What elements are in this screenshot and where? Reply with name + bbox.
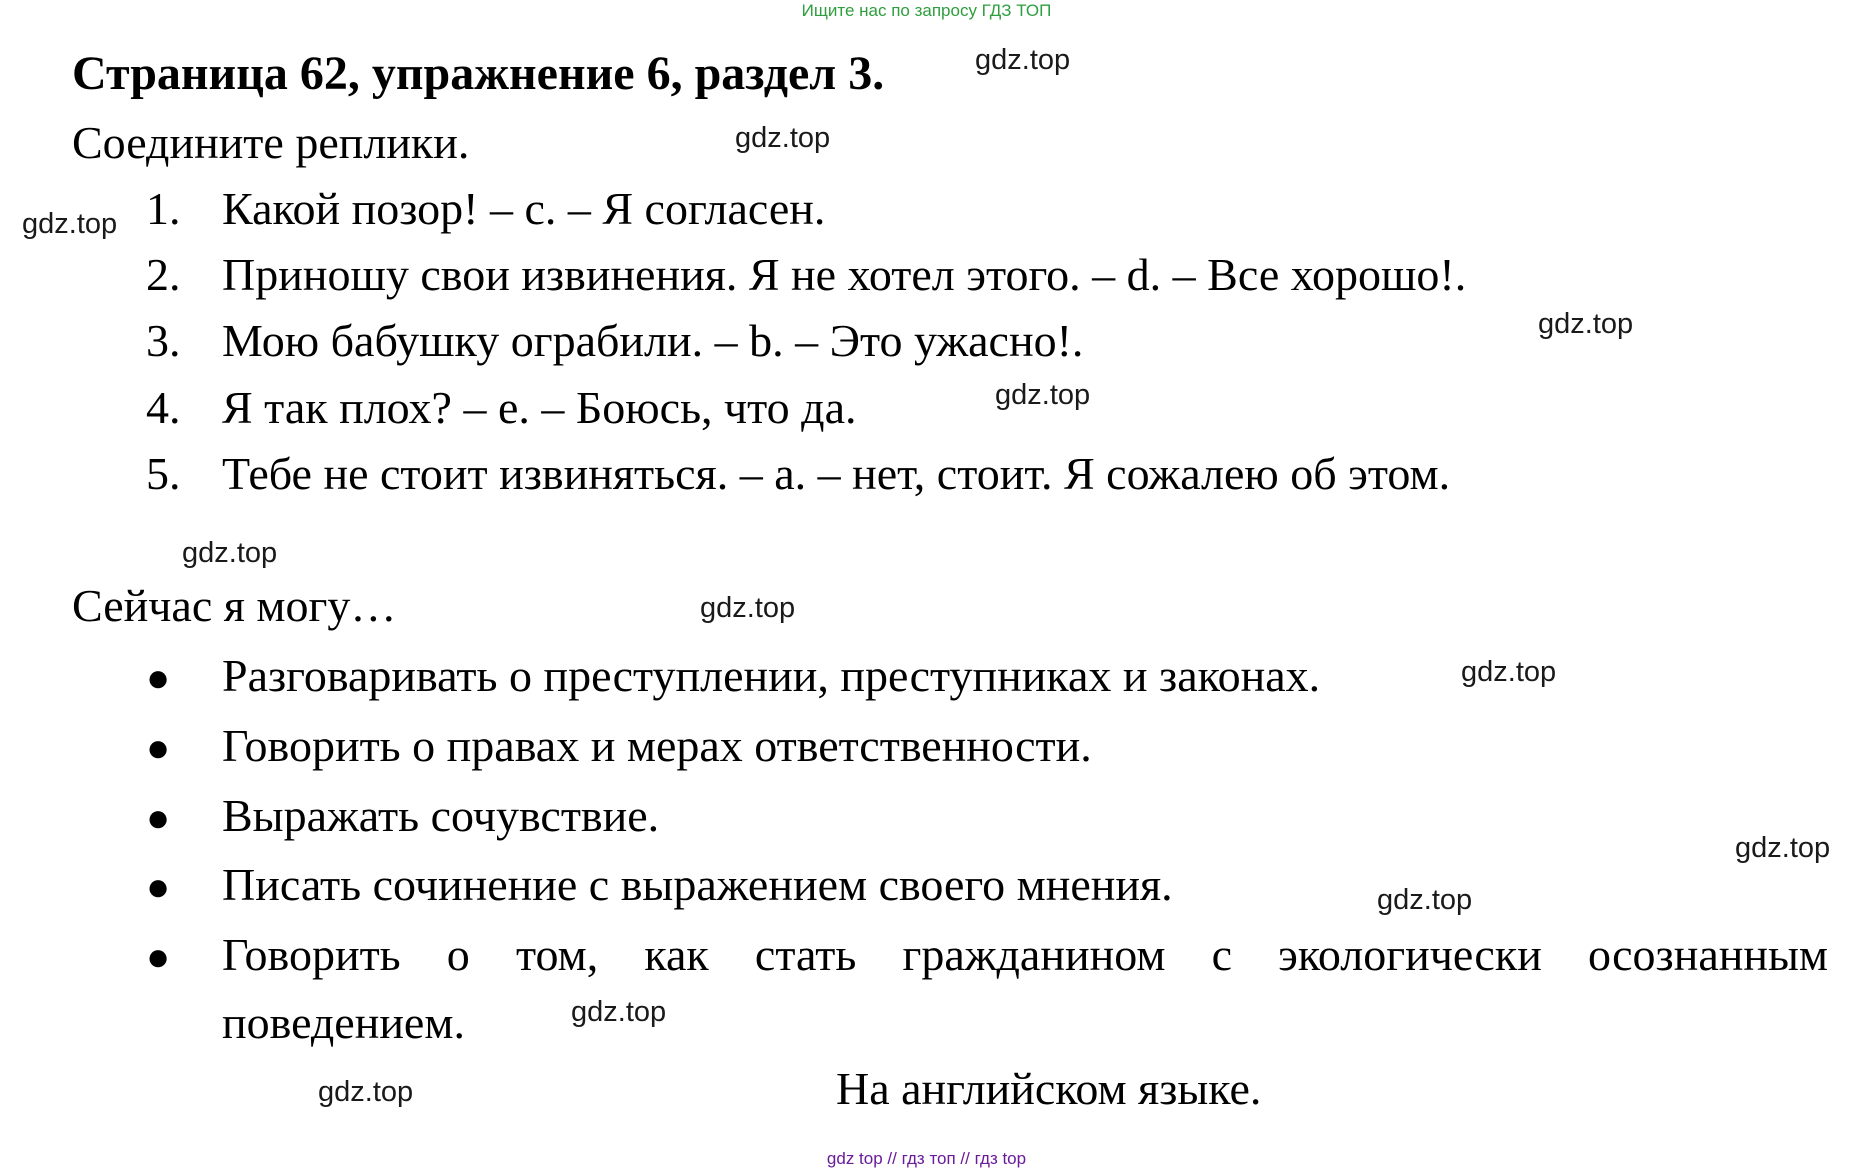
list-item-number: 1. (146, 183, 181, 234)
bullet-item: Говорить о правах и мерах ответственности. (222, 720, 1092, 771)
watermark: gdz.top (1735, 832, 1831, 864)
watermark: gdz.top (700, 592, 796, 624)
watermark: gdz.top (182, 537, 278, 569)
page-title: Страница 62, упражнение 6, раздел 3. (72, 47, 885, 100)
bullet-icon: ● (146, 725, 171, 770)
watermark: gdz.top (995, 379, 1091, 411)
bullet-item-continuation: поведением. (222, 997, 465, 1048)
bullet-icon: ● (146, 864, 171, 909)
list-item: Мою бабушку ограбили. – b. – Это ужасно!. (222, 315, 1084, 366)
task-instruction: Соедините реплики. (72, 117, 470, 168)
watermark: gdz.top (318, 1076, 414, 1108)
list-item: Тебе не стоит извиняться. – a. – нет, стоит. Я сожалею об этом. (222, 448, 1451, 499)
bullet-item: Разговаривать о преступлении, преступниках и законах. (222, 650, 1321, 701)
bullet-icon: ● (146, 655, 171, 700)
list-item: Приношу свои извинения. Я не хотел этого. – d. – Все хорошо!. (222, 249, 1467, 300)
watermark: gdz.top (571, 996, 667, 1028)
list-item: Какой позор! – c. – Я согласен. (222, 183, 826, 234)
bullet-icon: ● (146, 934, 171, 979)
bullet-item: Говорить о том, как стать гражданином с экологически осознанным (222, 929, 1828, 980)
watermark: gdz.top (735, 122, 831, 154)
watermark: gdz.top (1377, 884, 1473, 916)
watermark: gdz.top (22, 208, 118, 240)
list-item-number: 2. (146, 249, 181, 300)
language-note: На английском языке. (836, 1063, 1262, 1114)
watermark: gdz.top (1461, 656, 1557, 688)
section-heading: Сейчас я могу… (72, 580, 397, 631)
list-item-number: 5. (146, 448, 181, 499)
top-banner: Ищите нас по запросу ГДЗ ТОП (801, 1, 1052, 20)
bullet-icon: ● (146, 795, 171, 840)
list-item-number: 3. (146, 315, 181, 366)
watermark: gdz.top (1538, 308, 1634, 340)
list-item: Я так плох? – e. – Боюсь, что да. (222, 382, 857, 433)
watermark: gdz.top (975, 44, 1071, 76)
bullet-item: Выражать сочувствие. (222, 790, 660, 841)
list-item-number: 4. (146, 382, 181, 433)
footer-watermark: gdz top // гдз топ // гдз top (826, 1149, 1027, 1168)
bullet-item: Писать сочинение с выражением своего мнения. (222, 859, 1173, 910)
